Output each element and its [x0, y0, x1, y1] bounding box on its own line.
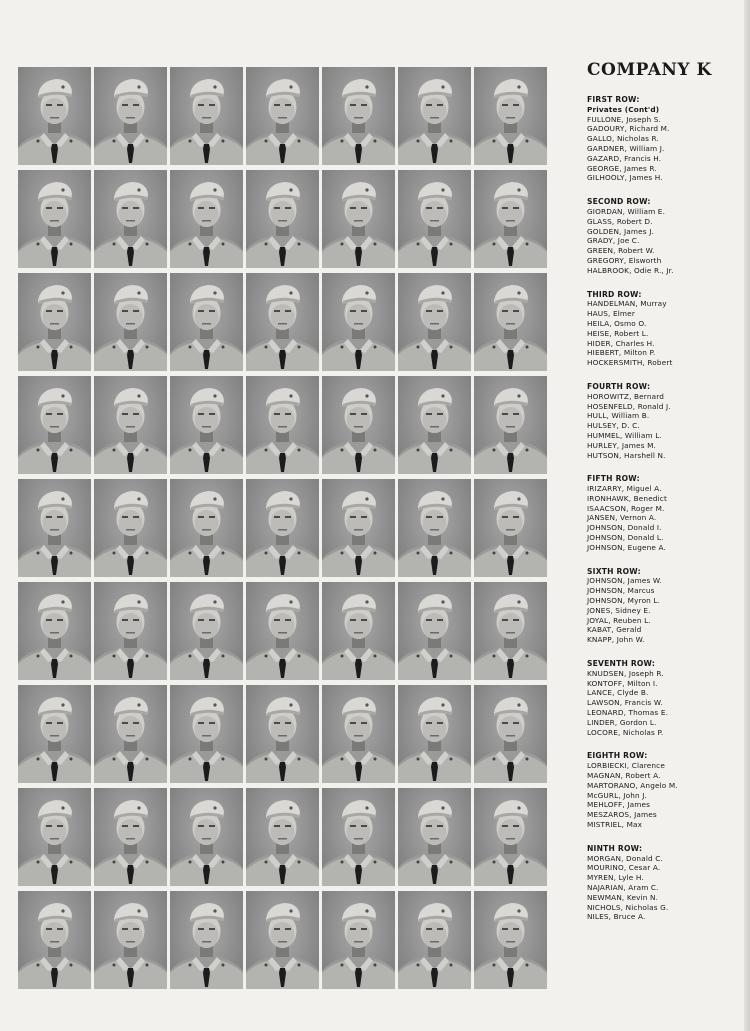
portrait-photo — [322, 376, 395, 474]
soldier-portrait-icon — [170, 685, 243, 783]
portrait-photo — [398, 273, 471, 371]
portrait-photo — [398, 170, 471, 268]
portrait-photo — [18, 479, 91, 577]
soldier-portrait-icon — [474, 891, 547, 989]
soldier-portrait-icon — [322, 376, 395, 474]
roster-names — [587, 115, 737, 184]
portrait-photo — [94, 685, 167, 783]
soldier-portrait-icon — [246, 788, 319, 886]
roster-row-block — [587, 659, 737, 737]
portrait-photo — [474, 479, 547, 577]
soldier-portrait-icon — [170, 67, 243, 165]
roster-name: GILHOOLY, James H. — [587, 173, 663, 183]
soldier-portrait-icon — [322, 67, 395, 165]
page-edge — [744, 0, 750, 1031]
soldier-portrait-icon — [398, 170, 471, 268]
roster-name: LANCE, Clyde B. — [587, 688, 649, 698]
roster-row-heading: EIGHTH ROW: — [587, 751, 648, 761]
portrait-photo — [246, 788, 319, 886]
soldier-portrait-icon — [94, 788, 167, 886]
portrait-photo — [398, 376, 471, 474]
roster-name: JONES, Sidney E. — [587, 605, 651, 615]
soldier-portrait-icon — [398, 788, 471, 886]
soldier-portrait-icon — [322, 273, 395, 371]
soldier-portrait-icon — [474, 479, 547, 577]
portrait-photo — [94, 170, 167, 268]
roster-name: GOLDEN, James J. — [587, 226, 655, 236]
portrait-photo — [94, 273, 167, 371]
soldier-portrait-icon — [322, 479, 395, 577]
roster-name: MORGAN, Donald C. — [587, 853, 663, 863]
roster-name: GADOURY, Richard M. — [587, 124, 670, 134]
portrait-photo — [474, 685, 547, 783]
roster-names — [587, 484, 737, 553]
soldier-portrait-icon — [170, 479, 243, 577]
roster-name: IRONHAWK, Benedict — [587, 493, 667, 503]
roster-names — [587, 299, 737, 368]
roster-row-heading: SIXTH ROW: — [587, 566, 641, 576]
roster-name: LAWSON, Francis W. — [587, 698, 663, 708]
roster-name: HEISE, Robert L. — [587, 328, 649, 338]
portrait-photo — [18, 376, 91, 474]
roster-row-block — [587, 844, 737, 922]
roster-name: MOURINO, Cesar A. — [587, 863, 661, 873]
soldier-portrait-icon — [398, 376, 471, 474]
portrait-photo — [94, 788, 167, 886]
portrait-photo — [398, 67, 471, 165]
portrait-photo — [170, 67, 243, 165]
roster-name: HOCKERSMITH, Robert — [587, 358, 673, 368]
portrait-photo — [170, 273, 243, 371]
roster-row-block — [587, 474, 737, 552]
soldier-portrait-icon — [474, 170, 547, 268]
portrait-photo — [246, 479, 319, 577]
roster-row-block — [587, 382, 737, 460]
soldier-portrait-icon — [18, 273, 91, 371]
soldier-portrait-icon — [322, 170, 395, 268]
roster-row-block — [587, 751, 737, 829]
soldier-portrait-icon — [18, 376, 91, 474]
roster-name: LEONARD, Thomas E. — [587, 708, 669, 718]
soldier-portrait-icon — [170, 788, 243, 886]
soldier-portrait-icon — [18, 685, 91, 783]
portrait-photo — [474, 582, 547, 680]
portrait-photo — [246, 582, 319, 680]
portrait-photo — [94, 891, 167, 989]
portrait-photo — [170, 479, 243, 577]
roster-name: ISAACSON, Roger M. — [587, 503, 665, 513]
portrait-photo — [398, 582, 471, 680]
soldier-portrait-icon — [322, 891, 395, 989]
roster-name: KNUDSEN, Joseph R. — [587, 668, 664, 678]
roster-name: GREEN, Robert W. — [587, 246, 655, 256]
soldier-portrait-icon — [94, 67, 167, 165]
portrait-photo — [246, 273, 319, 371]
roster-name: GRADY, Joe C. — [587, 236, 640, 246]
roster-row-block — [587, 95, 737, 183]
roster-name: NEWMAN, Kevin N. — [587, 892, 659, 902]
roster-name: GEORGE, James R. — [587, 163, 657, 173]
portrait-photo — [398, 685, 471, 783]
portrait-photo — [18, 170, 91, 268]
portrait-photo — [18, 67, 91, 165]
portrait-photo — [474, 376, 547, 474]
soldier-portrait-icon — [474, 376, 547, 474]
portrait-photo — [18, 273, 91, 371]
roster-row-block — [587, 567, 737, 645]
roster-name: JOHNSON, James W. — [587, 576, 662, 586]
portrait-photo — [398, 479, 471, 577]
soldier-portrait-icon — [18, 582, 91, 680]
roster-names — [587, 854, 737, 923]
portrait-photo — [246, 170, 319, 268]
roster-name: MARTORANO, Angelo M. — [587, 780, 678, 790]
portrait-photo — [170, 376, 243, 474]
portrait-photo — [398, 891, 471, 989]
soldier-portrait-icon — [170, 891, 243, 989]
roster-row-heading: SEVENTH ROW: — [587, 659, 656, 669]
roster-row-heading: THIRD ROW: — [587, 289, 642, 299]
roster-row-block — [587, 290, 737, 368]
roster-row-subheading: Privates (Cont'd) — [587, 104, 660, 114]
roster-name: MISTRIEL, Max — [587, 820, 643, 829]
roster-name: LOCORE, Nicholas P. — [587, 727, 664, 737]
soldier-portrait-icon — [18, 788, 91, 886]
soldier-portrait-icon — [246, 891, 319, 989]
soldier-portrait-icon — [398, 582, 471, 680]
roster-name: GIORDAN, William E. — [587, 206, 666, 216]
portrait-photo — [246, 891, 319, 989]
roster-names — [587, 669, 737, 738]
roster-name: KABAT, Gerald — [587, 625, 642, 635]
soldier-portrait-icon — [398, 479, 471, 577]
roster-name: HALBROOK, Odie R., Jr. — [587, 265, 674, 275]
roster-row-block — [587, 197, 737, 275]
portrait-photo — [18, 582, 91, 680]
portrait-photo — [94, 376, 167, 474]
roster-name: JOHNSON, Donald L. — [587, 533, 664, 543]
portrait-photo — [18, 788, 91, 886]
portrait-photo — [474, 67, 547, 165]
soldier-portrait-icon — [246, 376, 319, 474]
roster-names — [587, 576, 737, 645]
portrait-photo — [322, 891, 395, 989]
soldier-portrait-icon — [94, 891, 167, 989]
soldier-portrait-icon — [94, 170, 167, 268]
portrait-photo — [246, 685, 319, 783]
soldier-portrait-icon — [246, 170, 319, 268]
portrait-photo — [170, 891, 243, 989]
portrait-photo — [170, 685, 243, 783]
roster-name: JOHNSON, Eugene A. — [587, 542, 666, 552]
roster-name: HIEBERT, Milton P. — [587, 348, 656, 358]
company-title: COMPANY K — [587, 60, 712, 80]
roster-name: HUTSON, Harshell N. — [587, 450, 666, 460]
soldier-portrait-icon — [246, 479, 319, 577]
roster-name: HULSEY, D. C. — [587, 421, 640, 431]
soldier-portrait-icon — [398, 273, 471, 371]
portrait-photo — [18, 891, 91, 989]
soldier-portrait-icon — [94, 685, 167, 783]
roster-name: HULL, William B. — [587, 411, 650, 421]
portrait-photo — [322, 273, 395, 371]
roster-name: LINDER, Gordon L. — [587, 717, 657, 727]
roster-name: HOROWITZ, Bernard — [587, 391, 665, 401]
soldier-portrait-icon — [170, 376, 243, 474]
portrait-photo — [170, 788, 243, 886]
soldier-portrait-icon — [398, 891, 471, 989]
roster-name: HUMMEL, William L. — [587, 430, 662, 440]
soldier-portrait-icon — [322, 582, 395, 680]
roster-name: JOYAL, Reuben L. — [587, 615, 651, 625]
roster-name: JOHNSON, Donald I. — [587, 523, 662, 533]
roster-name: JOHNSON, Marcus — [587, 586, 655, 596]
soldier-portrait-icon — [474, 582, 547, 680]
soldier-portrait-icon — [18, 891, 91, 989]
roster-name: GLASS, Robert D. — [587, 216, 653, 226]
portrait-photo — [94, 479, 167, 577]
roster-names — [587, 207, 737, 276]
portrait-photo — [94, 67, 167, 165]
soldier-portrait-icon — [474, 67, 547, 165]
roster-row-heading: NINTH ROW: — [587, 843, 643, 853]
portrait-photo — [322, 685, 395, 783]
portrait-photo — [322, 479, 395, 577]
soldier-portrait-icon — [246, 273, 319, 371]
soldier-portrait-icon — [246, 67, 319, 165]
roster-name: IRIZARRY, Miguel A. — [587, 484, 662, 494]
roster-name: KONTOFF, Milton I. — [587, 678, 658, 688]
soldier-portrait-icon — [246, 685, 319, 783]
soldier-portrait-icon — [322, 788, 395, 886]
roster-row-heading: FOURTH ROW: — [587, 381, 651, 391]
roster-name: GREGORY, Elsworth — [587, 255, 662, 265]
soldier-portrait-icon — [246, 582, 319, 680]
portrait-photo — [322, 67, 395, 165]
soldier-portrait-icon — [398, 67, 471, 165]
soldier-portrait-icon — [474, 685, 547, 783]
roster-name: JANSEN, Vernon A. — [587, 513, 657, 523]
roster-row-heading: FIRST ROW: — [587, 95, 640, 104]
roster-names — [587, 392, 737, 461]
portrait-photo — [170, 582, 243, 680]
soldier-portrait-icon — [474, 788, 547, 886]
soldier-portrait-icon — [94, 376, 167, 474]
roster-name: HURLEY, James M. — [587, 440, 657, 450]
portrait-photo — [246, 376, 319, 474]
roster-name: MAGNAN, Robert A. — [587, 771, 661, 781]
roster-name: FULLONE, Joseph S. — [587, 114, 661, 124]
roster-name: GALLO, Nicholas R. — [587, 134, 659, 144]
roster-row-heading: SECOND ROW: — [587, 197, 651, 207]
portrait-photo — [18, 685, 91, 783]
roster-name: MEHLOFF, James — [587, 800, 651, 810]
roster-names — [587, 761, 737, 830]
roster-name: NAJARIAN, Aram C. — [587, 882, 659, 892]
roster-name: HAUS, Elmer — [587, 309, 635, 319]
portrait-grid — [18, 67, 551, 984]
soldier-portrait-icon — [170, 273, 243, 371]
roster-name: KNAPP, John W. — [587, 635, 645, 645]
soldier-portrait-icon — [398, 685, 471, 783]
roster-name: GARDNER, William J. — [587, 143, 665, 153]
portrait-photo — [474, 891, 547, 989]
portrait-photo — [322, 582, 395, 680]
roster-name: JOHNSON, Myron L. — [587, 596, 661, 606]
soldier-portrait-icon — [18, 170, 91, 268]
roster-name: LORBIECKI, Clarence — [587, 761, 665, 771]
roster-name: GAZARD, Francis H. — [587, 153, 662, 163]
roster-row-heading: FIFTH ROW: — [587, 474, 640, 484]
portrait-photo — [322, 170, 395, 268]
soldier-portrait-icon — [322, 685, 395, 783]
soldier-portrait-icon — [170, 582, 243, 680]
roster-name: MESZAROS, James — [587, 810, 657, 820]
soldier-portrait-icon — [94, 273, 167, 371]
roster-name: HANDELMAN, Murray — [587, 299, 667, 309]
roster-name: NICHOLS, Nicholas G. — [587, 902, 669, 912]
roster-name: NILES, Bruce A. — [587, 912, 646, 922]
portrait-photo — [246, 67, 319, 165]
roster-name: HIDER, Charles H. — [587, 338, 655, 348]
soldier-portrait-icon — [94, 479, 167, 577]
roster-list — [587, 95, 737, 922]
portrait-photo — [474, 273, 547, 371]
roster-name: HEILA, Osmo O. — [587, 318, 647, 328]
soldier-portrait-icon — [94, 582, 167, 680]
portrait-photo — [474, 788, 547, 886]
roster-name: MYREN, Lyle H. — [587, 873, 644, 883]
roster-column — [587, 60, 737, 936]
portrait-photo — [322, 788, 395, 886]
soldier-portrait-icon — [18, 67, 91, 165]
portrait-photo — [398, 788, 471, 886]
soldier-portrait-icon — [18, 479, 91, 577]
soldier-portrait-icon — [170, 170, 243, 268]
soldier-portrait-icon — [474, 273, 547, 371]
portrait-photo — [474, 170, 547, 268]
roster-name: McGURL, John J. — [587, 790, 647, 800]
roster-name: HOSENFELD, Ronald J. — [587, 401, 671, 411]
portrait-photo — [94, 582, 167, 680]
portrait-photo — [170, 170, 243, 268]
